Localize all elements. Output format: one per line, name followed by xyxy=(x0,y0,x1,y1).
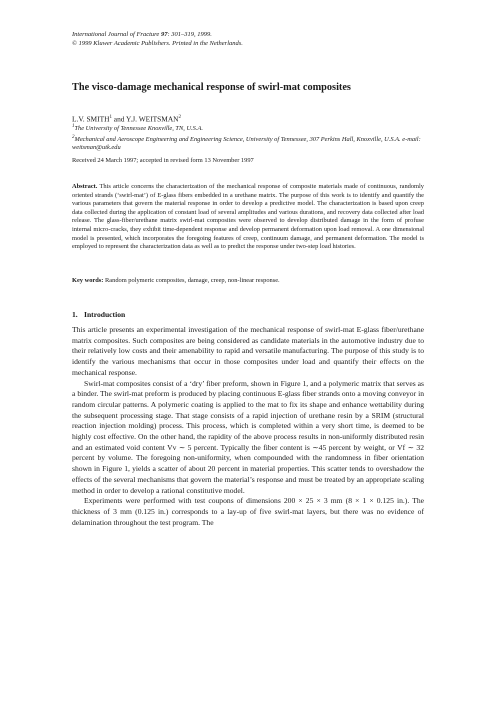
journal-volume: 97 xyxy=(160,31,168,38)
paragraph-1: This article presents an experimental investigation of the mechanical response of swirl-mat E-glass fiber/urethane matrix composites. Such composites are being considered as candidate materials in the automotive industry due to their relatively low costs and their amenability to rapid and versatile manufacturing. The purpose of this study is to identify the various mechanisms that occur in those composites under load and quantify their effects on the mechanical response. xyxy=(72,325,424,377)
author-1-sup: 1 xyxy=(109,115,112,120)
paper-title: The visco-damage mechanical response of swirl-mat composites xyxy=(72,82,351,93)
journal-citation xyxy=(72,30,424,39)
section-number: 1. xyxy=(72,310,78,319)
affiliation-1 xyxy=(72,123,424,134)
section-title: Introduction xyxy=(84,310,126,319)
author-1: L.V. SMITH xyxy=(72,114,110,124)
affiliation-2 xyxy=(72,134,424,153)
journal-pages: : 301–319, 1999. xyxy=(167,31,212,38)
affiliation-1-text: The University of Tennessee Knoxville, TN, U.S.A. xyxy=(74,125,203,133)
affiliation-2-text: Mechanical and Aeroscope Engineering and Engineering Science, University of Tennessee, 307 Perkins Hall, Knoxville, U.S.A. e-mail: weitsman@utk.edu xyxy=(72,135,421,152)
abstract-label: Abstract. xyxy=(72,183,98,190)
keywords-text: Random polymeric composites, damage, creep, non-linear response. xyxy=(103,277,280,284)
copyright-line: © 1999 Kluwer Academic Publishers. Printed in the Netherlands. xyxy=(72,40,243,47)
journal-name: International Journal of Fracture xyxy=(72,31,160,38)
affiliations xyxy=(72,123,424,153)
section-heading-introduction xyxy=(72,310,125,320)
keywords xyxy=(72,276,424,285)
paragraph-2: Swirl-mat composites consist of a ‘dry’ fiber preform, shown in Figure 1, and a polymeric matrix that serves as a binder. The swirl-mat preform is produced by placing continuous E-glass fiber strands onto a moving conveyor in random circular patterns. A polymeric coating is applied to the mat to fix its shape and enhance wettability during the subsequent processing stage. That stage consists of a rapid injection of urethane resin by a SRIM (structural reaction injection molding) process. This process, which is completed within a very short time, is deemed to be highly cost effective. On the other hand, the rapidity of the above process results in non-uniformly distributed resin and an estimated void content Vv ∼ 5 percent. Typically the fiber content is ∼45 percent by weight, or Vf ∼ 32 percent by volume. The foregoing non-uniformity, when compounded with the randomness in fiber orientation shown in Figure 1, yields a scatter of about 20 percent in material properties. This scatter tends to overshadow the effects of the several mechanisms that govern the material’s response and must be treated by an appropriate scaling method in order to develop a rational constitutive model. xyxy=(72,378,424,495)
affiliation-2-sup: 2 xyxy=(72,134,75,140)
paragraph-3: Experiments were performed with test coupons of dimensions 200 × 25 × 3 mm (8 × 1 × 0.125 in.). The thickness of 3 mm (0.125 in.) corresponds to a lay-up of five swirl-mat layers, but there was no evidence of delamination throughout the test program. The xyxy=(72,496,424,527)
keywords-label: Key words: xyxy=(72,277,104,284)
author-and: and xyxy=(111,114,127,124)
affiliation-1-sup: 1 xyxy=(72,124,75,129)
body-text xyxy=(72,325,424,528)
journal-header xyxy=(72,30,424,48)
author-2: Y.J. WEITSMAN xyxy=(126,114,179,124)
abstract xyxy=(72,183,424,252)
abstract-text: This article concerns the characterization of the mechanical response of composite materials made of continuous, randomly oriented strands (‘swirl-mat’) of E-glass fibers embedded in a urethane matrix. The purpose of this work is to identify and quantify the various parameters that govern the material response in order to develop a predictive model. The characterization is based upon creep data collected during the application of constant load of several amplitudes and various durations, and recovery data collected after load release. The glass-fiber/urethane matrix swirl-mat composites were observed to develop distributed damage in the form of profuse internal micro-cracks, they exhibit time-dependent response and develop permanent deformation upon load removal. A one dimensional model is presented, which incorporates the foregoing features of creep, continuum damage, and permanent deformation. The model is employed to represent the characterization data as well as to predict the response under two-step load histories. xyxy=(72,183,424,251)
received-date: Received 24 March 1997; accepted in revised form 13 November 1997 xyxy=(72,157,254,164)
author-2-sup: 2 xyxy=(178,115,182,120)
